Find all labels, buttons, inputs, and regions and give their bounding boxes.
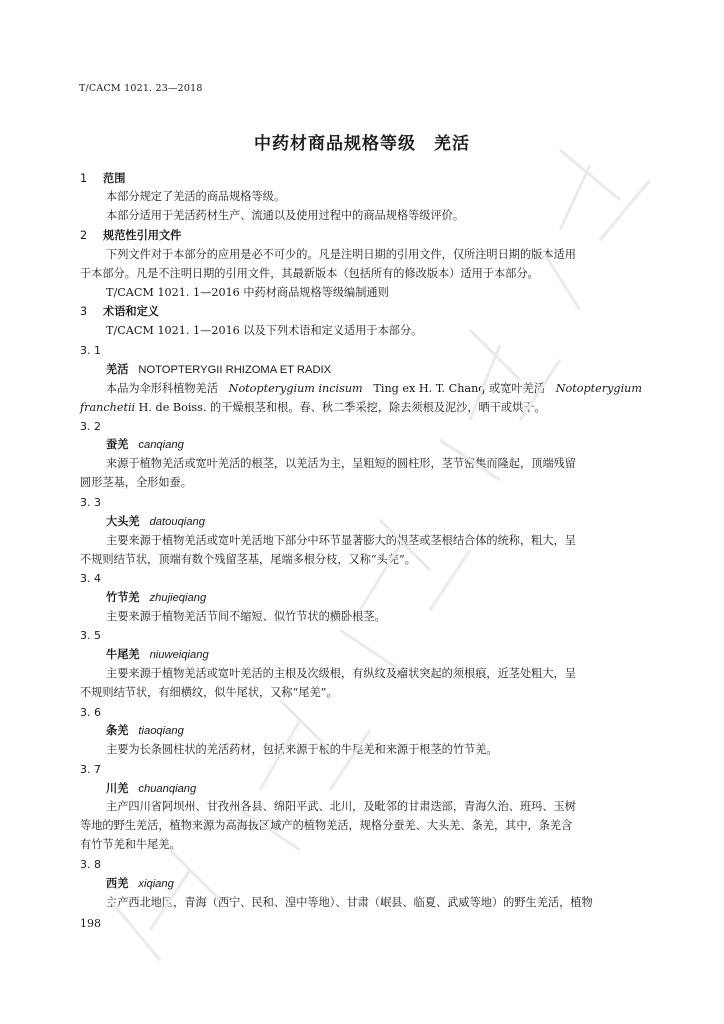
- term-heading: 蚕羌 canqiang: [106, 438, 184, 451]
- definition-text: 有竹节羌和牛尾羌。: [80, 838, 181, 851]
- paragraph: 于本部分。凡是不注明日期的引用文件，其最新版本（包括所有的修改版本）适用于本部分。: [80, 267, 539, 280]
- term-heading: 条羌 tiaoqiang: [106, 724, 184, 737]
- definition-text: 主要来源于植物羌活或宽叶羌活地下部分中环节显著膨大的根茎或茎根结合体的统称，粗大，呈: [106, 534, 576, 547]
- definition-text: 主要为长条圆柱状的羌活药材，包括来源于根的牛尾羌和来源于根茎的竹节羌。: [106, 743, 498, 756]
- title-sub: 羌活: [434, 134, 470, 154]
- term-heading: 大头羌 datouqiang: [106, 515, 205, 528]
- paragraph: 本部分规定了羌活的商品规格等级。: [106, 190, 286, 203]
- clause-number: 3. 6: [80, 706, 101, 719]
- definition-text: 圆形茎基，全形如蚕。: [80, 476, 192, 489]
- definition-text: 主产西北地区，青海（西宁、民和、湟中等地）、甘肃（岷县、临夏、武威等地）的野生羌活，植物: [106, 896, 593, 909]
- term-heading: 牛尾羌 niuweiqiang: [106, 648, 209, 661]
- paragraph: 本部分适用于羌活药材生产、流通以及使用过程中的商品规格等级评价。: [106, 209, 465, 222]
- paragraph: 下列文件对于本部分的应用是必不可少的。凡是注明日期的引用文件，仅所注明日期的版本适用: [106, 248, 576, 261]
- definition-text: 主要来源于植物羌活或宽叶羌活的主根及次级根，有纵纹及瘤状突起的须根痕，近茎处粗大，呈: [106, 667, 576, 680]
- definition-text: franchetii H. de Boiss. 的干燥根茎和根。春、秋二季采挖，除去须根及泥沙，晒干或烘干。: [80, 401, 546, 414]
- section-heading: 3 术语和定义: [80, 305, 159, 318]
- paragraph: T/CACM 1021. 1—2016 中药材商品规格等级编制通则: [106, 286, 389, 299]
- clause-number: 3. 7: [80, 763, 101, 776]
- title-main: 中药材商品规格等级: [254, 134, 416, 154]
- term-heading: 西羌 xiqiang: [106, 877, 174, 890]
- clause-number: 3. 3: [80, 496, 101, 509]
- term-heading: 竹节羌 zhujieqiang: [106, 591, 207, 604]
- standard-code: T/CACM 1021. 23—2018: [79, 83, 203, 94]
- term-heading: 羌活 NOTOPTERYGII RHIZOMA ET RADIX: [106, 363, 332, 376]
- page-title: [0, 129, 724, 154]
- term-heading: 川羌 chuanqiang: [106, 782, 197, 795]
- section-heading: 2 规范性引用文件: [80, 229, 182, 242]
- definition-text: 主产四川省阿坝州、甘孜州各县、绵阳平武、北川，及毗邻的甘肃迭部，青海久治、班玛、玉树: [106, 800, 576, 813]
- paragraph: T/CACM 1021. 1—2016 以及下列术语和定义适用于本部分。: [106, 324, 423, 337]
- definition-text: 不规则结节状，顶端有数个残留茎基，尾端多根分枝，又称“头羌”。: [80, 553, 416, 566]
- clause-number: 3. 5: [80, 629, 101, 642]
- definition-text: 等地的野生羌活，植物来源为高海拔区域产的植物羌活，规格分蚕羌、大头羌、条羌，其中，条羌含: [80, 819, 573, 832]
- clause-number: 3. 2: [80, 420, 101, 433]
- clause-number: 3. 4: [80, 572, 101, 585]
- clause-number: 3. 1: [80, 344, 101, 357]
- definition-text: 来源于植物羌活或宽叶羌活的根茎，以羌活为主，呈粗短的圆柱形，茎节密集而隆起，顶端残留: [106, 457, 576, 470]
- clause-number: 3. 8: [80, 858, 101, 871]
- page-number: 198: [80, 917, 101, 930]
- definition-text: 本品为伞形科植物羌活 Notopterygium incisum Ting ex H. T. Chang 或宽叶羌活 Notopterygium: [106, 382, 642, 395]
- definition-text: 不规则结节状，有细横纹，似牛尾状，又称“尾羌”。: [80, 686, 338, 699]
- section-heading: 1 范围: [80, 172, 126, 185]
- definition-text: 主要来源于植物羌活节间不缩短、似竹节状的横卧根茎。: [106, 610, 386, 623]
